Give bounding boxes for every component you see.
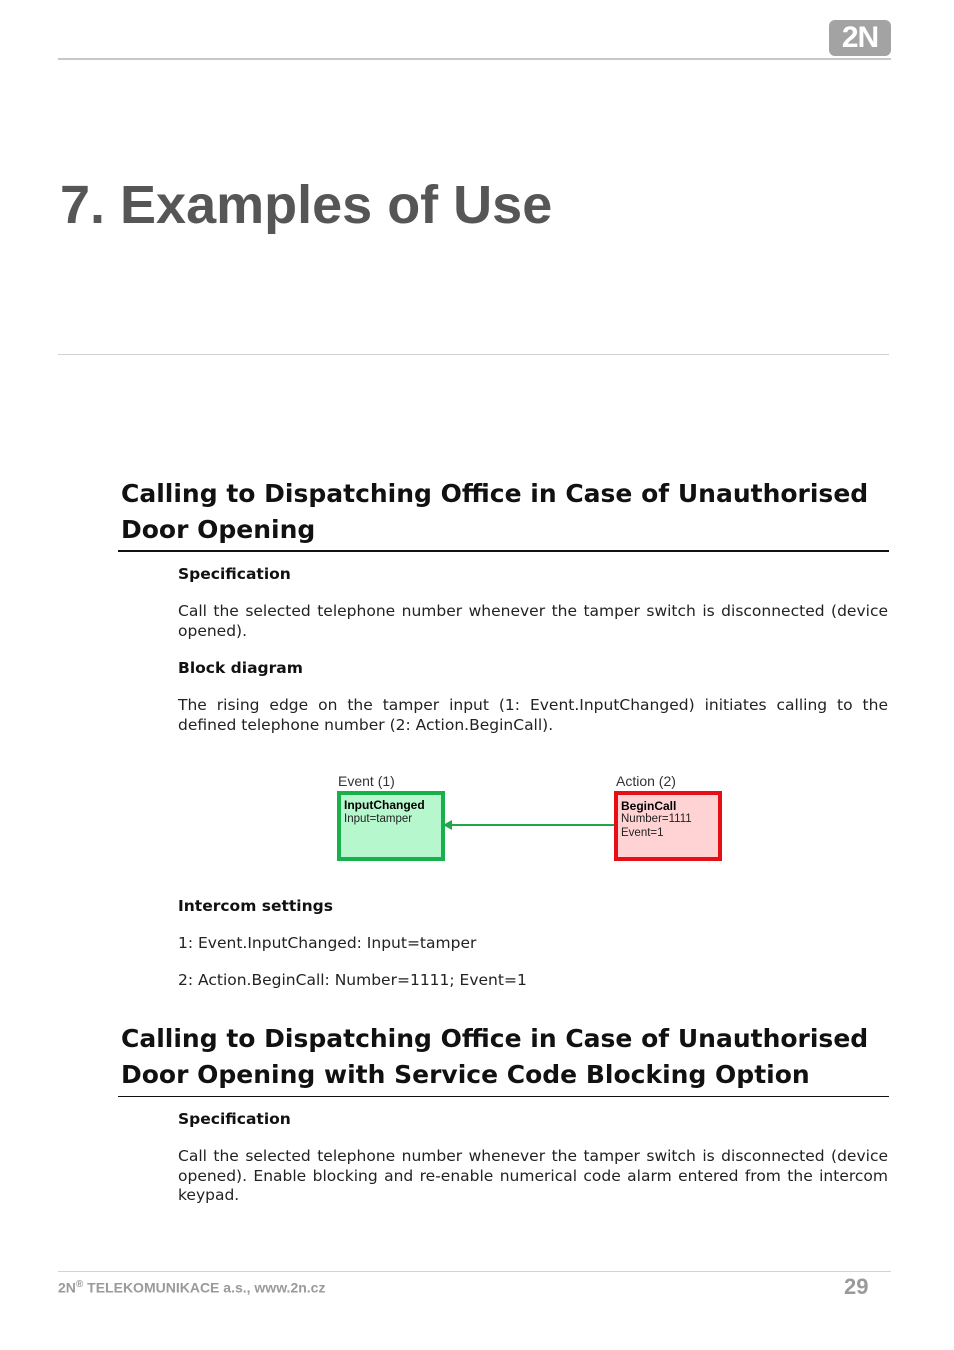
page-number: 29: [844, 1274, 869, 1299]
section-1-spec-heading: Specification: [178, 565, 291, 583]
registered-mark: ®: [75, 1279, 84, 1290]
action-block[interactable]: [614, 791, 722, 861]
footer-company-prefix: 2N: [58, 1279, 76, 1296]
event-label: Event (1): [338, 773, 395, 789]
chapter-title: 7. Examples of Use: [60, 175, 553, 235]
header-rule: [58, 58, 891, 60]
section-1-block-text: The rising edge on the tamper input (1: Event.InputChanged) initiates calling to the defined telephone number (2: Action.BeginCall).: [178, 696, 888, 734]
section-1-rule: [118, 550, 889, 552]
arrow-head-icon: [443, 820, 452, 830]
footer-company: [58, 1279, 325, 1296]
section-1-settings-heading: Intercom settings: [178, 897, 333, 915]
block-diagram: [330, 770, 730, 870]
footer-company-rest: TELEKOMUNIKACE a.s., www.2n.cz: [83, 1279, 326, 1296]
chapter-rule: [58, 354, 889, 355]
action-block-param-event: Event=1: [621, 827, 664, 839]
event-block-title: InputChanged: [344, 798, 425, 812]
settings-line-1: 1: Event.InputChanged: Input=tamper: [178, 934, 477, 952]
section-1-block-heading: Block diagram: [178, 659, 303, 677]
connector-arrow: [443, 818, 615, 832]
action-label: Action (2): [616, 773, 676, 789]
section-1-spec-text: Call the selected telephone number whenever the tamper switch is disconnected (device opened).: [178, 602, 888, 640]
section-2-rule: [118, 1096, 889, 1097]
action-block-param-number: Number=1111: [621, 813, 692, 825]
settings-line-2: 2: Action.BeginCall: Number=1111; Event=1: [178, 971, 527, 989]
footer-rule: [58, 1271, 891, 1272]
section-1-title: Calling to Dispatching Office in Case of Unauthorised Door Opening: [121, 479, 869, 544]
action-block-title: BeginCall: [621, 799, 677, 813]
event-block[interactable]: [337, 791, 445, 861]
event-block-param: Input=tamper: [344, 813, 413, 825]
section-2-title: Calling to Dispatching Office in Case of Unauthorised Door Opening with Service Code Blocking Option: [121, 1024, 869, 1089]
brand-logo: 2N: [829, 20, 891, 56]
section-2-spec-heading: Specification: [178, 1110, 291, 1128]
section-2-spec-text: Call the selected telephone number whenever the tamper switch is disconnected (device opened). Enable blocking and re-enable numerical code alarm entered from the intercom keypad.: [178, 1147, 888, 1205]
